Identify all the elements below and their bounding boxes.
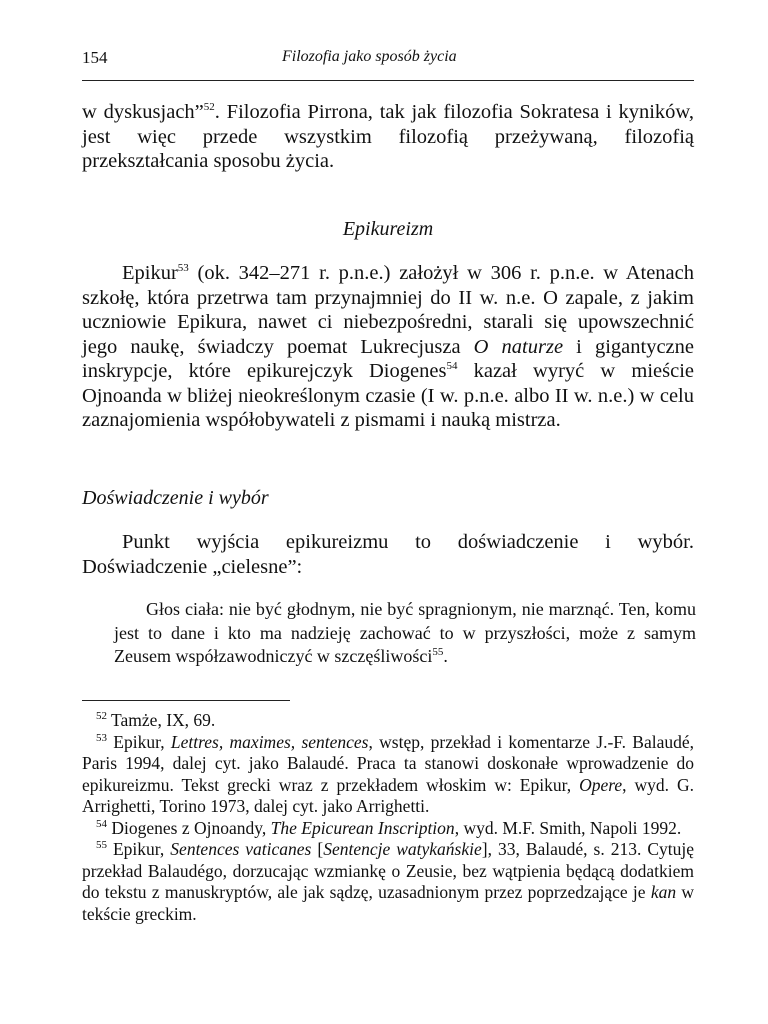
footnote-text: [ <box>311 839 324 859</box>
p3-text: Punkt wyjścia epikureizmu to doświadczenie i wybór. Doświadczenie „cielesne”: <box>82 531 694 578</box>
footnote-word: kan <box>650 882 677 902</box>
footnote-ref-52: 52 <box>203 101 215 114</box>
footnote-text: Diogenes z Ojnoandy, <box>107 817 271 838</box>
p2-text-b: (ok. 342–271 r. p.n.e.) założył w 306 r. p.n.e. w Atenach szkołę, która przetrwa tam przynajmniej do II w. n.e. O zapale, z jakim uczniowie Epikura, nawet ci niebezpośredni, starali się upowszechnić jego naukę, świadczy poemat Lukrecjusza <box>82 262 694 358</box>
section-title: Epikureizm <box>342 218 434 240</box>
footnote-text: ], 33, Balaudé, s. 213. Cytuję przekład Balaudégo, dorzucając wzmiankę o Zeusie, bez wątpienia będącą dodatkiem do tekstu z manuskryptów, ale jak sądzę, uzasadnionym przez poprzedzające je <box>82 839 695 902</box>
footnote-title: Opere <box>579 774 623 795</box>
footnote-text: , wyd. G. Arrighetti, Torino 1973, dalej cyt. jako Arrighetti. <box>82 774 695 816</box>
footnote-text: Tamże, IX, 69. <box>107 710 216 730</box>
footnote-54 <box>82 818 694 840</box>
footnote-ref-53: 53 <box>177 262 189 275</box>
quote-text-b: . <box>443 646 448 666</box>
footnote-number: 54 <box>96 817 107 830</box>
body-paragraph-2 <box>82 261 694 433</box>
footnote-title: Sentences vaticanes <box>170 839 312 859</box>
footnote-text: w tekście greckim. <box>82 882 695 924</box>
footnote-52 <box>82 710 694 732</box>
footnote-number: 52 <box>96 710 107 723</box>
footnote-text: Epikur, <box>107 839 171 859</box>
footnote-title: Sentencje watykańskie <box>323 839 482 859</box>
page-number: 154 <box>82 48 108 67</box>
subsection-title: Doświadczenie i wybór <box>82 487 269 509</box>
body-paragraph-1 <box>82 100 694 174</box>
p1-text-b: . Filozofia Pirrona, tak jak filozofia Sokratesa i kyników, jest więc przede wszystkim filozofią przeżywaną, filozofią przekształcania sposobu życia. <box>82 101 694 172</box>
p2-text-c: i gigantyczne inskrypcje, które epikurejczyk Diogenes <box>82 335 694 382</box>
footnote-title: Lettres, maximes, sentences <box>170 731 369 752</box>
footnote-53 <box>82 732 694 818</box>
p2-text-d: kazał wyryć w mieście Ojnoanda w bliżej nieokreślonym czasie (I w. p.n.e. albo II w. n.e.) w celu zaznajomienia współobywateli z pismami i nauką mistrza. <box>82 360 694 431</box>
footnotes <box>82 710 694 925</box>
footnote-55 <box>82 839 694 925</box>
header-rule <box>82 80 694 81</box>
footnote-text: , wstęp, przekład i komentarze J.-F. Balaudé, Paris 1994, dalej cyt. jako Balaudé. Praca ta stanowi doskonałe wprowadzenie do epikureizmu. Tekst grecki wraz z przekładem włoskim w: Epikur, <box>82 731 695 795</box>
footnote-ref-54: 54 <box>446 360 458 373</box>
footnote-number: 53 <box>96 731 107 744</box>
p2-text-a: Epikur <box>122 262 178 284</box>
quote-text-a: Głos ciała: nie być głodnym, nie być spragnionym, nie marznąć. Ten, komu jest to dane i kto ma nadzieję zachować to w przyszłości, może z samym Zeusem współzawodniczyć w szczęśliwości <box>114 599 696 666</box>
running-title: Filozofia jako sposób życia <box>282 48 457 65</box>
footnote-text: , wyd. M.F. Smith, Napoli 1992. <box>454 817 682 838</box>
footnote-title: The Epicurean Inscription <box>270 817 455 838</box>
running-head <box>82 48 694 78</box>
footnote-rule <box>82 700 290 701</box>
p2-work-title: O naturze <box>473 335 564 358</box>
footnote-ref-55: 55 <box>432 646 444 658</box>
body-paragraph-3 <box>82 530 694 579</box>
footnote-number: 55 <box>96 839 107 852</box>
block-quote <box>114 598 696 669</box>
footnote-text: Epikur, <box>107 731 171 752</box>
p1-text-a: w dyskusjach” <box>82 101 204 123</box>
